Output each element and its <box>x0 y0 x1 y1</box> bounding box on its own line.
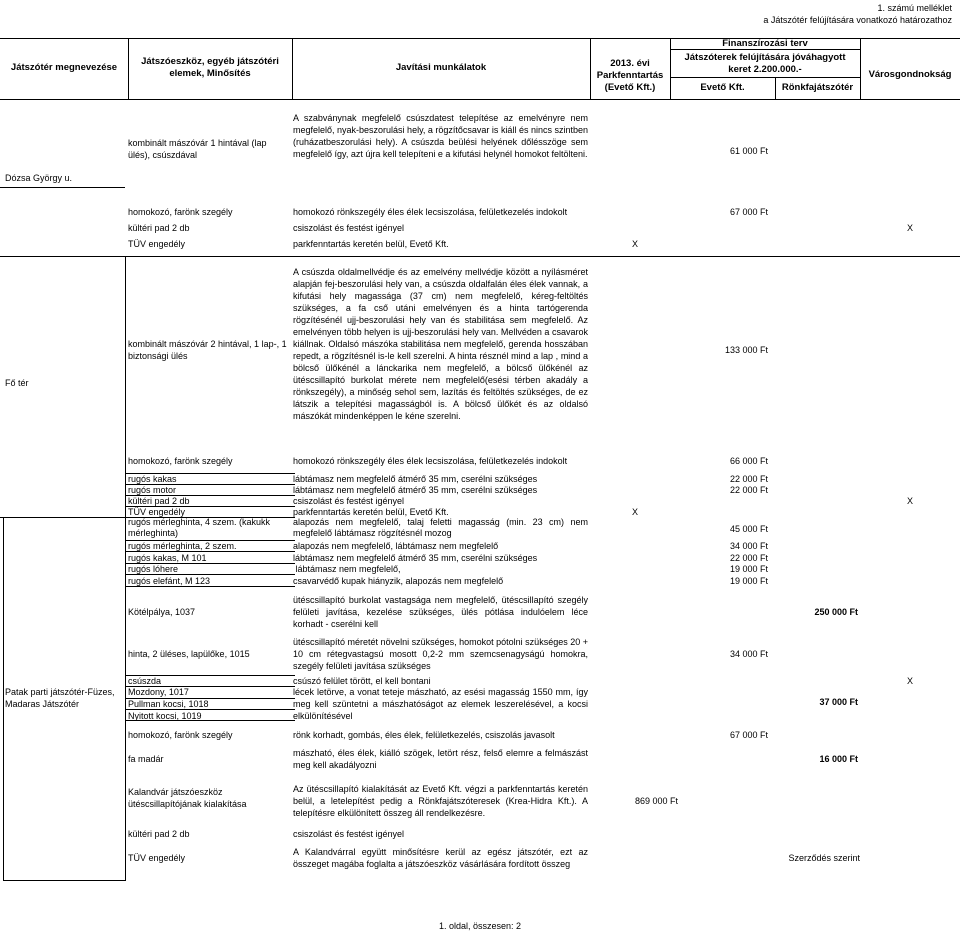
x-mark: X <box>906 676 913 686</box>
location-name: Fő tér <box>5 378 29 388</box>
work-text: parkfenntartás keretén belül, Evető Kft. <box>293 507 449 517</box>
item-label: TÜV engedély <box>128 853 186 863</box>
work-text: homokozó rönkszegély éles élek lecsiszolása, felületkezelés indokolt <box>293 207 568 217</box>
work-text: csúszó felület törött, el kell bontani <box>293 676 431 686</box>
work-text: csiszolást és festést igényel <box>293 496 405 506</box>
x-mark: X <box>906 496 913 506</box>
item-label: homokozó, farönk szegély <box>128 730 233 740</box>
item-label: Mozdony, 1017 <box>128 687 189 697</box>
work-text: Az ütéscsillapító kialakítását az Evető Kft. végzi a parkfenntartás keretén belül, a letelepítést pedig a Rönkfajátszóteresek (Krea-Hidra Kft.). A telepítésre elkülönített összeg áll rendelkezésre. <box>293 784 588 818</box>
item-label: rugós mérleghinta, 4 szem. (kakukk mérleghinta) <box>128 517 271 538</box>
work-text: csavarvédő kupak hiányzik, alapozás nem megfelelő <box>293 576 504 586</box>
item-label: Kötélpálya, 1037 <box>128 607 196 617</box>
header-park: 2013. évi Parkfenntartás (Evető Kft.) <box>596 58 664 93</box>
amount: 133 000 Ft <box>724 345 768 355</box>
amount: 34 000 Ft <box>729 649 768 659</box>
amount: 16 000 Ft <box>819 754 858 764</box>
work-text: rönk korhadt, gombás, éles élek, felületkezelés, csiszolás javasolt <box>293 730 555 740</box>
work-text: homokozó rönkszegély éles élek lecsiszolása, felületkezelés indokolt <box>293 456 568 466</box>
amount: 19 000 Ft <box>729 576 768 586</box>
item-label: rugós lóhere <box>128 564 179 574</box>
city-note: Szerződés szerint <box>788 853 860 863</box>
x-mark: X <box>906 223 913 233</box>
item-label: Nyitott kocsi, 1019 <box>128 711 202 721</box>
item-label: homokozó, farönk szegély <box>128 207 233 217</box>
amount: 67 000 Ft <box>729 207 768 217</box>
amount: 61 000 Ft <box>729 146 768 156</box>
location-name: Patak parti játszótér-Füzes, Madaras Játszótér <box>5 687 115 709</box>
item-label: kombinált mászóvár 2 hintával, 1 lap-, 1 biztonsági ülés <box>128 339 287 361</box>
work-text: A Kalandvárral együtt minősítésre kerül az egész játszótér, ezt az összeget magába foglalta a játszóeszköz vásárlására fordított összeg <box>293 847 588 869</box>
item-label: kültéri pad 2 db <box>128 496 190 506</box>
work-text: parkfenntartás keretén belül, Evető Kft. <box>293 239 449 249</box>
work-text: ütéscsillapító méretét növelni szükséges, homokot pótolni szükséges 20 + 10 cm rétegvastagsú mosott 0,2-2 mm szemcsenagyságú homokra, szegély felületi javítása szükséges <box>293 637 588 671</box>
item-label: TÜV engedély <box>128 239 186 249</box>
item-label: kültéri pad 2 db <box>128 223 190 233</box>
work-text: csiszolást és festést igényel <box>293 223 405 233</box>
header-fin-plan: Finanszírozási terv <box>722 38 808 49</box>
work-text: lábtámasz nem megfelelő átmérő 35 mm, cserélni szükséges <box>293 553 538 563</box>
header-work: Javítási munkálatok <box>395 62 487 73</box>
item-label: hinta, 2 üléses, lapülőke, 1015 <box>128 649 250 659</box>
work-text: lábtámasz nem megfelelő átmérő 35 mm, cserélni szükséges <box>293 485 538 495</box>
appendix-line-2: a Játszótér felújítására vonatkozó határozathoz <box>763 15 952 25</box>
work-text: lábtámasz nem megfelelő átmérő 35 mm, cserélni szükséges <box>293 474 538 484</box>
item-label: kombinált mászóvár 1 hintával (lap ülés), csúszdával <box>128 138 267 160</box>
work-text: alapozás nem megfelelő, lábtámasz nem megfelelő <box>293 541 499 551</box>
item-label: fa madár <box>128 754 164 764</box>
work-text: mászható, éles élek, kiálló szögek, letört rész, felső elemre a felmászást meg kell akadályozni <box>293 748 588 770</box>
item-label: rugós kakas, M 101 <box>128 553 207 563</box>
page-footer: 1. oldal, összesen: 2 <box>438 921 522 931</box>
work-text: csiszolást és festést igényel <box>293 829 405 839</box>
amount: 34 000 Ft <box>729 541 768 551</box>
amount: 22 000 Ft <box>729 553 768 563</box>
amount: 66 000 Ft <box>729 456 768 466</box>
item-label: rugós motor <box>128 485 177 495</box>
x-mark: X <box>631 239 638 249</box>
amount: 19 000 Ft <box>729 564 768 574</box>
work-text: A csúszda oldalmellvédje és az emelvény mellvédje között a nyílásméret alapján fej-beszorulási hely van, a csúszda oldalfalán éles élek vannak, a kifutási hely magassága (37 cm) nem megfelelő, kéreg-feltöltés szükséges, a fa cső utáni emelvényen és a hinta tartógerenda rögzítésénél ujj-beszorulási hely van és stabilitása sem megfelelő. Az emelvényen több helyen is ujj-beszorulási hely van. Mellvéden a csavarok kiállnak. Oldalsó mászóka stabilitása nem megfelelő, gerenda hosszában repedt, a rögzítésnél is-le kell szerelni. A hinta résznél mind a lap , mind a bölcső ülőkénél a lánckarika nem megfelelő, a bölcső ülőkénél az ütéscsillapító burkolat mérete nem megfelelő(esési térben akadály a rönkszegély), a minőség sehol sem, lazítás és feltöltés szükséges, de ez látszik a telepítési magasságból is. A bölcső ülőkét és az oldalsó mászókát mindenképpen le kéne szerelni. <box>293 267 588 421</box>
item-label: TÜV engedély <box>128 507 186 517</box>
item-label: homokozó, farönk szegély <box>128 456 233 466</box>
header-fin-eveto: Evető Kft. <box>700 82 745 93</box>
work-text: lécek letörve, a vonat teteje mászható, az esési magasság 1550 mm, így meg kell szüntetni a mászhatóságot az elemek leszerelésével, a kocsi elkülönítésével <box>293 687 588 721</box>
work-text: ütéscsillapító burkolat vastagsága nem megfelelő, ütéscsillapító szegély felületi javítása, kezelése szükséges, ülés pótlása indulóelem léce korhadt - cserélni kell <box>293 595 588 629</box>
appendix-line-1: 1. számú melléklet <box>877 3 952 13</box>
work-text: lábtámasz nem megfelelő, <box>293 564 401 574</box>
work-text: alapozás nem megfelelő, talaj feletti magasság (min. 23 cm) nem megfelelő lábtámasz rögzítésnél mozog <box>293 517 588 538</box>
item-label: rugós kakas <box>128 474 177 484</box>
header-fin-approved: Játszóterek felújítására jóváhagyott keret 2.200.000.- <box>684 52 846 75</box>
item-label: rugós mérleghinta, 2 szem. <box>128 541 237 551</box>
item-label: Pullman kocsi, 1018 <box>128 699 209 709</box>
header-city: Városgondnokság <box>868 69 952 80</box>
item-label: Kalandvár játszóeszköz ütéscsillapítójának kialakítása <box>128 787 247 809</box>
x-mark: X <box>631 507 638 517</box>
amount: 22 000 Ft <box>729 474 768 484</box>
amount: 250 000 Ft <box>814 607 858 617</box>
header-fin-ronk: Rönkfajátszótér <box>781 82 854 93</box>
work-text: A szabványnak megfelelő csúszdatest telepítése az emelvényre nem megfelelő, nyak-beszorulási hely, a rögzítőcsavar is kiáll és nincs szintben (ruházatbeszorulási hely). A csúszda beülési helyének dőlésszöge sem megfelelő így, azt újra kell telepíteni e a kifutási helynél homokot feltölteni. <box>293 113 588 159</box>
header-items: Játszóeszköz, egyéb játszótéri elemek, Minősítés <box>141 56 279 79</box>
location-name: Dózsa György u. <box>5 173 73 183</box>
item-label: csúszda <box>128 676 162 686</box>
amount: 22 000 Ft <box>729 485 768 495</box>
amount: 45 000 Ft <box>729 524 768 534</box>
header-name: Játszótér megnevezése <box>10 62 118 73</box>
amount: 37 000 Ft <box>819 697 858 707</box>
amount: 67 000 Ft <box>729 730 768 740</box>
item-label: kültéri pad 2 db <box>128 829 190 839</box>
item-label: rugós elefánt, M 123 <box>128 576 211 586</box>
amount: 869 000 Ft <box>634 796 678 806</box>
